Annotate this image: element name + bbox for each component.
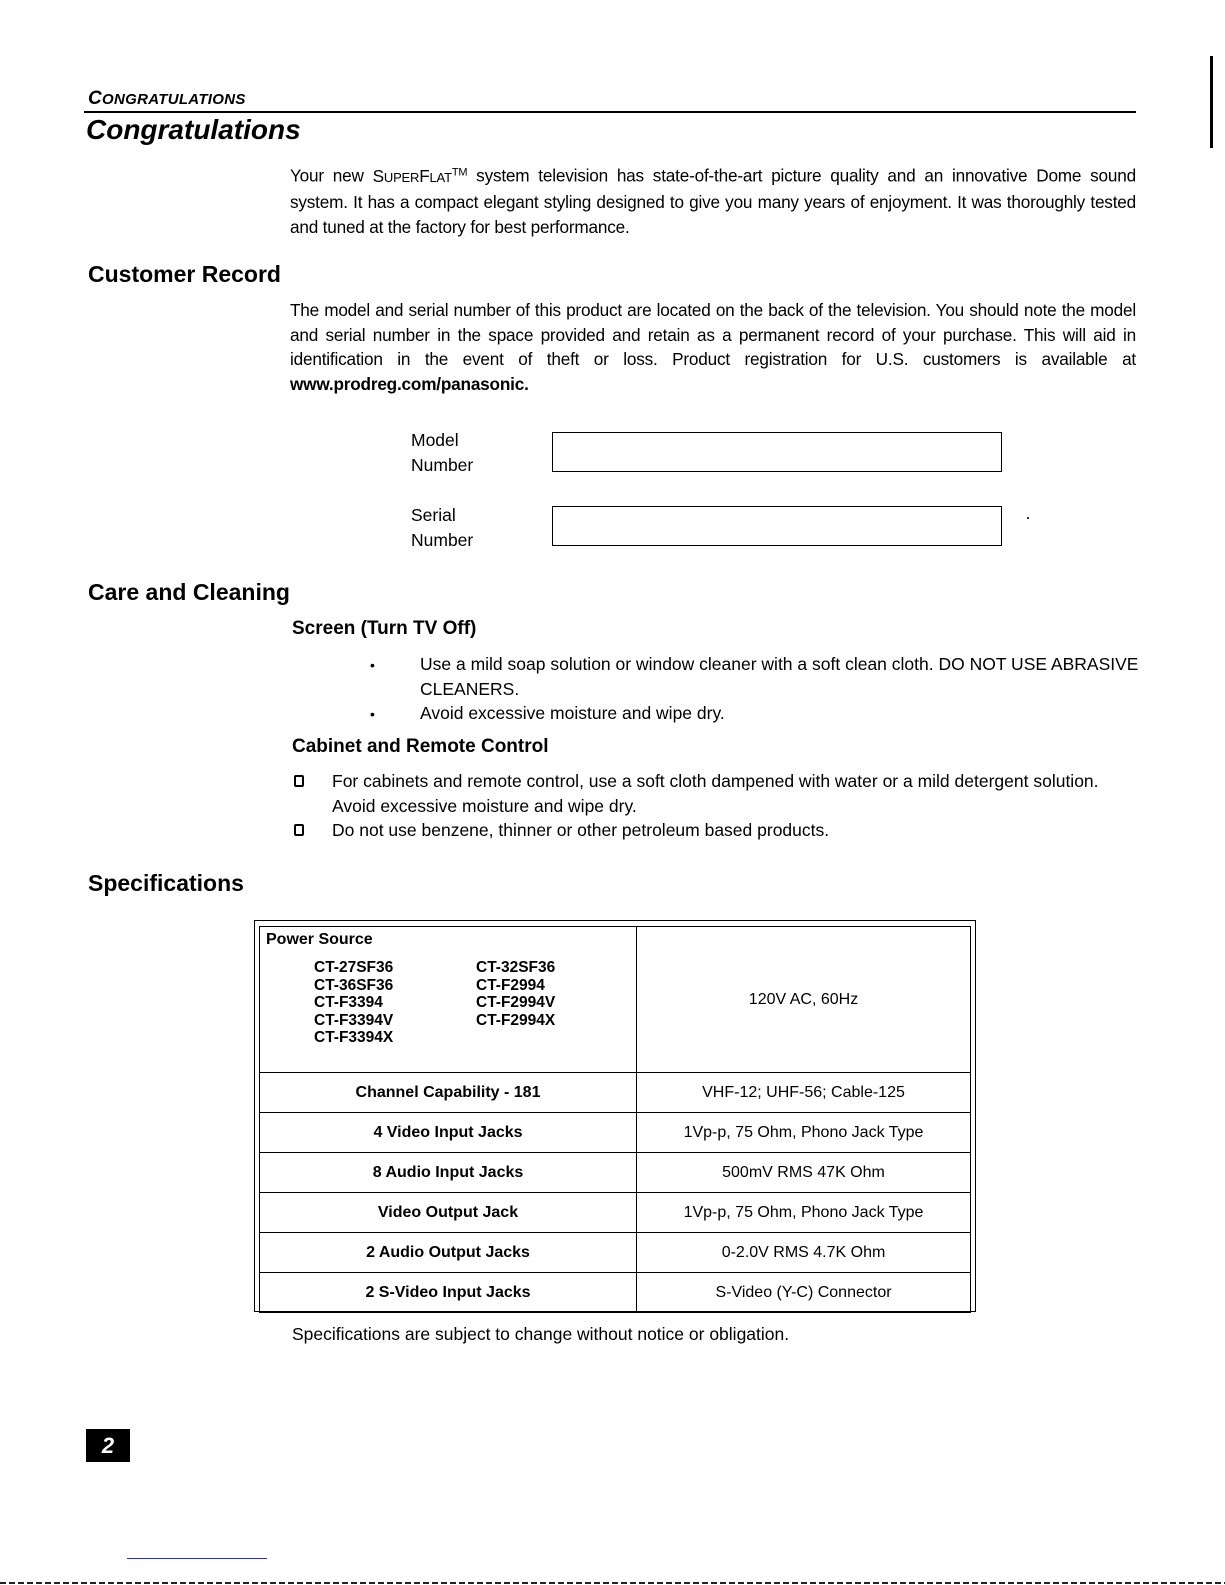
model-number-label: Model Number [411, 430, 474, 475]
page-bottom-edge [0, 1582, 1225, 1584]
registration-link[interactable]: www.prodreg.com/panasonic. [290, 373, 529, 394]
power-source-label: Power Source [266, 931, 373, 948]
model-item: CT-F2994X [476, 1011, 556, 1029]
spec-value: VHF-12; UHF-56; Cable-125 [637, 1073, 971, 1113]
serial-number-field[interactable] [552, 506, 1002, 546]
spec-label: 2 Audio Output Jacks [260, 1233, 637, 1273]
spec-label: 4 Video Input Jacks [260, 1113, 637, 1153]
power-source-cell [260, 927, 637, 1073]
screen-list-item: Use a mild soap solution or window cleaner with a soft clean cloth. DO NOT USE ABRASIVE CLEANERS. [420, 654, 1139, 699]
customer-record-heading: Customer Record [88, 261, 281, 287]
model-item: CT-32SF36 [476, 959, 556, 976]
spec-value: S-Video (Y-C) Connector [637, 1273, 971, 1313]
bullet-dot-icon: • [370, 657, 375, 673]
spec-value: 1Vp-p, 75 Ohm, Phono Jack Type [637, 1113, 971, 1153]
table-row [260, 1193, 971, 1233]
checkbox-square-icon [294, 775, 304, 787]
spec-label: Channel Capability - 181 [260, 1073, 637, 1113]
model-item: CT-F3394V [314, 1011, 394, 1029]
model-number-field[interactable] [552, 432, 1002, 472]
page-title: Congratulations [86, 114, 301, 145]
cabinet-list-item: For cabinets and remote control, use a soft cloth dampened with water or a mild detergent solution. Avoid excessive moisture and wipe dry. [332, 771, 1099, 816]
table-row [260, 927, 971, 1073]
model-item: CT-F3394 [314, 994, 383, 1011]
spec-table [259, 926, 971, 1313]
scan-artifact-line [127, 1558, 267, 1559]
model-item: CT-27SF36 [314, 959, 394, 976]
page-number: 2 [86, 1429, 130, 1462]
specifications-heading: Specifications [88, 870, 244, 896]
care-cleaning-heading: Care and Cleaning [88, 579, 290, 605]
spec-footnote: Specifications are subject to change without notice or obligation. [292, 1324, 790, 1344]
spec-value: 0-2.0V RMS 4.7K Ohm [637, 1233, 971, 1273]
intro-paragraph: Your new SUPERFLAT™ system television has state-of-the-art picture quality and an innovative Dome sound system. It has a compact elegant styling designed to give you many years of enjoyment. It was thoroughly tested and tuned at the factory for best performance. [290, 165, 1136, 237]
model-list [314, 959, 636, 1047]
cabinet-subheading: Cabinet and Remote Control [292, 736, 549, 757]
trademark-symbol: TM [451, 166, 468, 178]
model-item: CT-F3394X [314, 1029, 394, 1046]
model-item: CT-F2994V [476, 994, 556, 1011]
serial-number-label: Serial Number [411, 505, 474, 550]
spec-label: 2 S-Video Input Jacks [260, 1273, 637, 1313]
spec-label: Video Output Jack [260, 1193, 637, 1233]
page-edge-mark [1210, 56, 1213, 148]
table-row [260, 1233, 971, 1273]
brand-name: SUPERFLAT™ [372, 165, 468, 186]
running-head [88, 88, 246, 110]
table-row [260, 1113, 971, 1153]
spec-value: 1Vp-p, 75 Ohm, Phono Jack Type [637, 1193, 971, 1233]
scan-speck [1027, 517, 1029, 519]
table-row [260, 1153, 971, 1193]
running-head-rest: ONGRATULATIONS [102, 91, 246, 108]
cabinet-list-item: Do not use benzene, thinner or other petroleum based products. [332, 820, 830, 840]
header-rule [84, 111, 1136, 113]
power-source-value: 120V AC, 60Hz [637, 927, 971, 1073]
screen-subheading: Screen (Turn TV Off) [292, 618, 477, 639]
table-row [260, 1273, 971, 1313]
model-item: CT-F2994 [476, 976, 545, 994]
checkbox-square-icon [294, 824, 304, 836]
running-head-initial: C [88, 88, 103, 109]
screen-list-item: Avoid excessive moisture and wipe dry. [420, 703, 725, 723]
model-item: CT-36SF36 [314, 976, 394, 994]
customer-record-paragraph: The model and serial number of this product are located on the back of the television. You should note the model and serial number in the space provided and retain as a permanent record of your purchase. This will aid in identification in the event of theft or loss. Product registration for U.S. customers is available at www.prodreg.com/panasonic. [290, 300, 1136, 394]
table-row [260, 1073, 971, 1113]
spec-label: 8 Audio Input Jacks [260, 1153, 637, 1193]
bullet-dot-icon: • [370, 706, 375, 722]
spec-value: 500mV RMS 47K Ohm [637, 1153, 971, 1193]
